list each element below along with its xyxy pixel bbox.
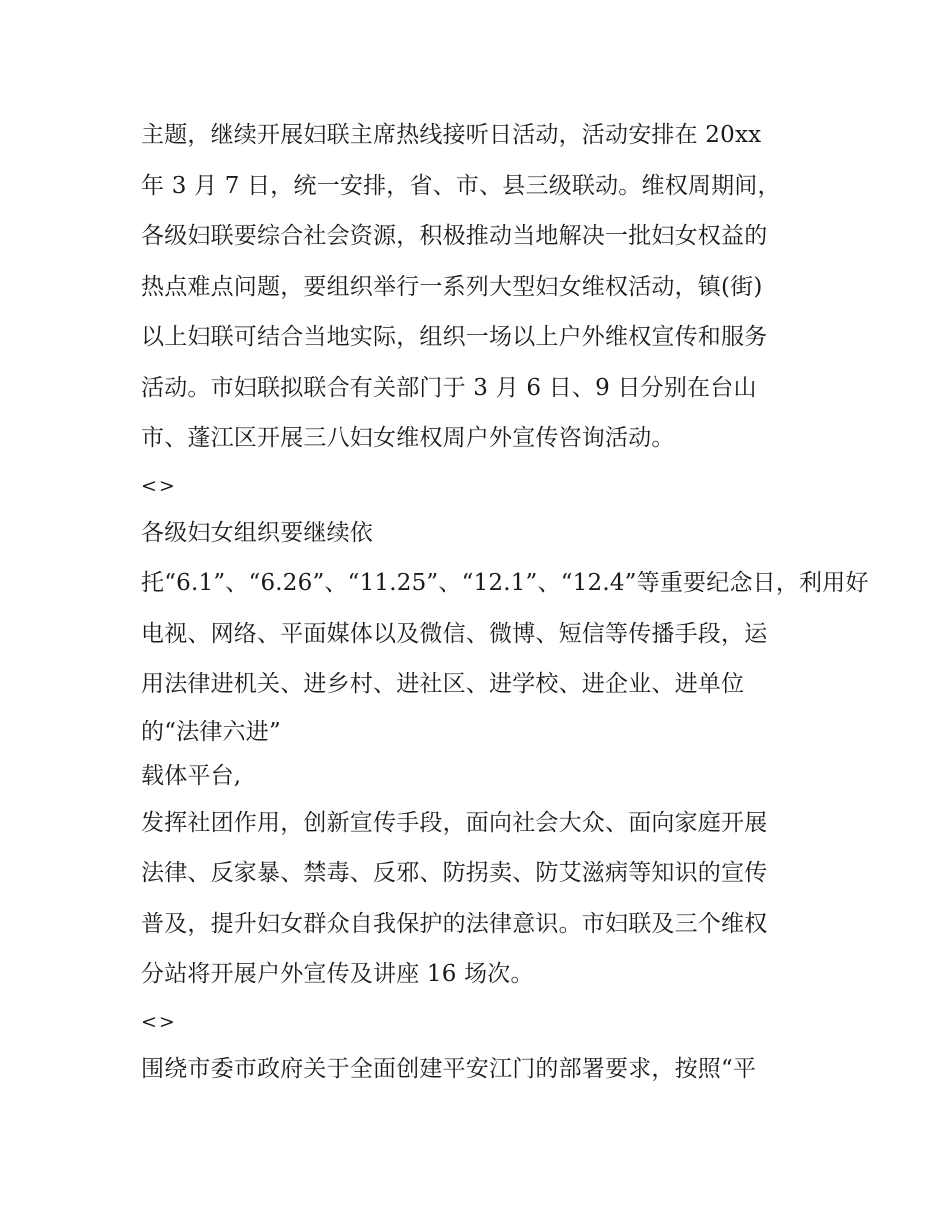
text-line: 用法律进机关、进乡村、进社区、进学校、进企业、进单位 [141,671,745,697]
text-line: 市、蓬江区开展三八妇女维权周户外宣传咨询活动。 [141,425,675,451]
text-line: 普及，提升妇女群众自我保护的法律意识。市妇联及三个维权 [141,910,768,937]
text-line: 以上妇联可结合当地实际，组织一场以上户外维权宣传和服务 [141,324,768,350]
section-marker: <> [141,1010,177,1033]
text-line: 发挥社团作用，创新宣传手段，面向社会大众、面向家庭开展 [141,809,768,836]
text-line: 各级妇联要综合社会资源，积极推动当地解决一批妇女权益的 [141,223,768,249]
text-line: 各级妇女组织要继续依 [141,519,373,546]
text-line: 活动。市妇联拟联合有关部门于 3 月 6 日、9 日分别在台山 [141,374,757,401]
text-line: 年 3 月 7 日，统一安排，省、市、县三级联动。维权周期间， [141,172,781,199]
text-line: 托“6.1”、“6.26”、“11.25”、“12.1”、“12.4”等重要纪念日，利用好 [141,570,869,596]
text-line: 分站将开展户外宣传及讲座 16 场次。 [141,961,534,987]
section-marker: <> [141,474,177,497]
text-line: 的“法律六进” [141,718,281,745]
text-line: 围绕市委市政府关于全面创建平安江门的部署要求，按照“平 [141,1055,757,1082]
text-line: 法律、反家暴、禁毒、反邪、防拐卖、防艾滋病等知识的宣传 [141,860,768,886]
document-page [141,110,869,1094]
text-line: 热点难点问题，要组织举行一系列大型妇女维权活动，镇(街) [141,273,763,300]
text-line: 主题，继续开展妇联主席热线接听日活动，活动安排在 20xx [141,122,762,148]
text-line: 电视、网络、平面媒体以及微信、微博、短信等传播手段，运 [141,620,768,647]
text-line: 载体平台, [141,762,242,789]
